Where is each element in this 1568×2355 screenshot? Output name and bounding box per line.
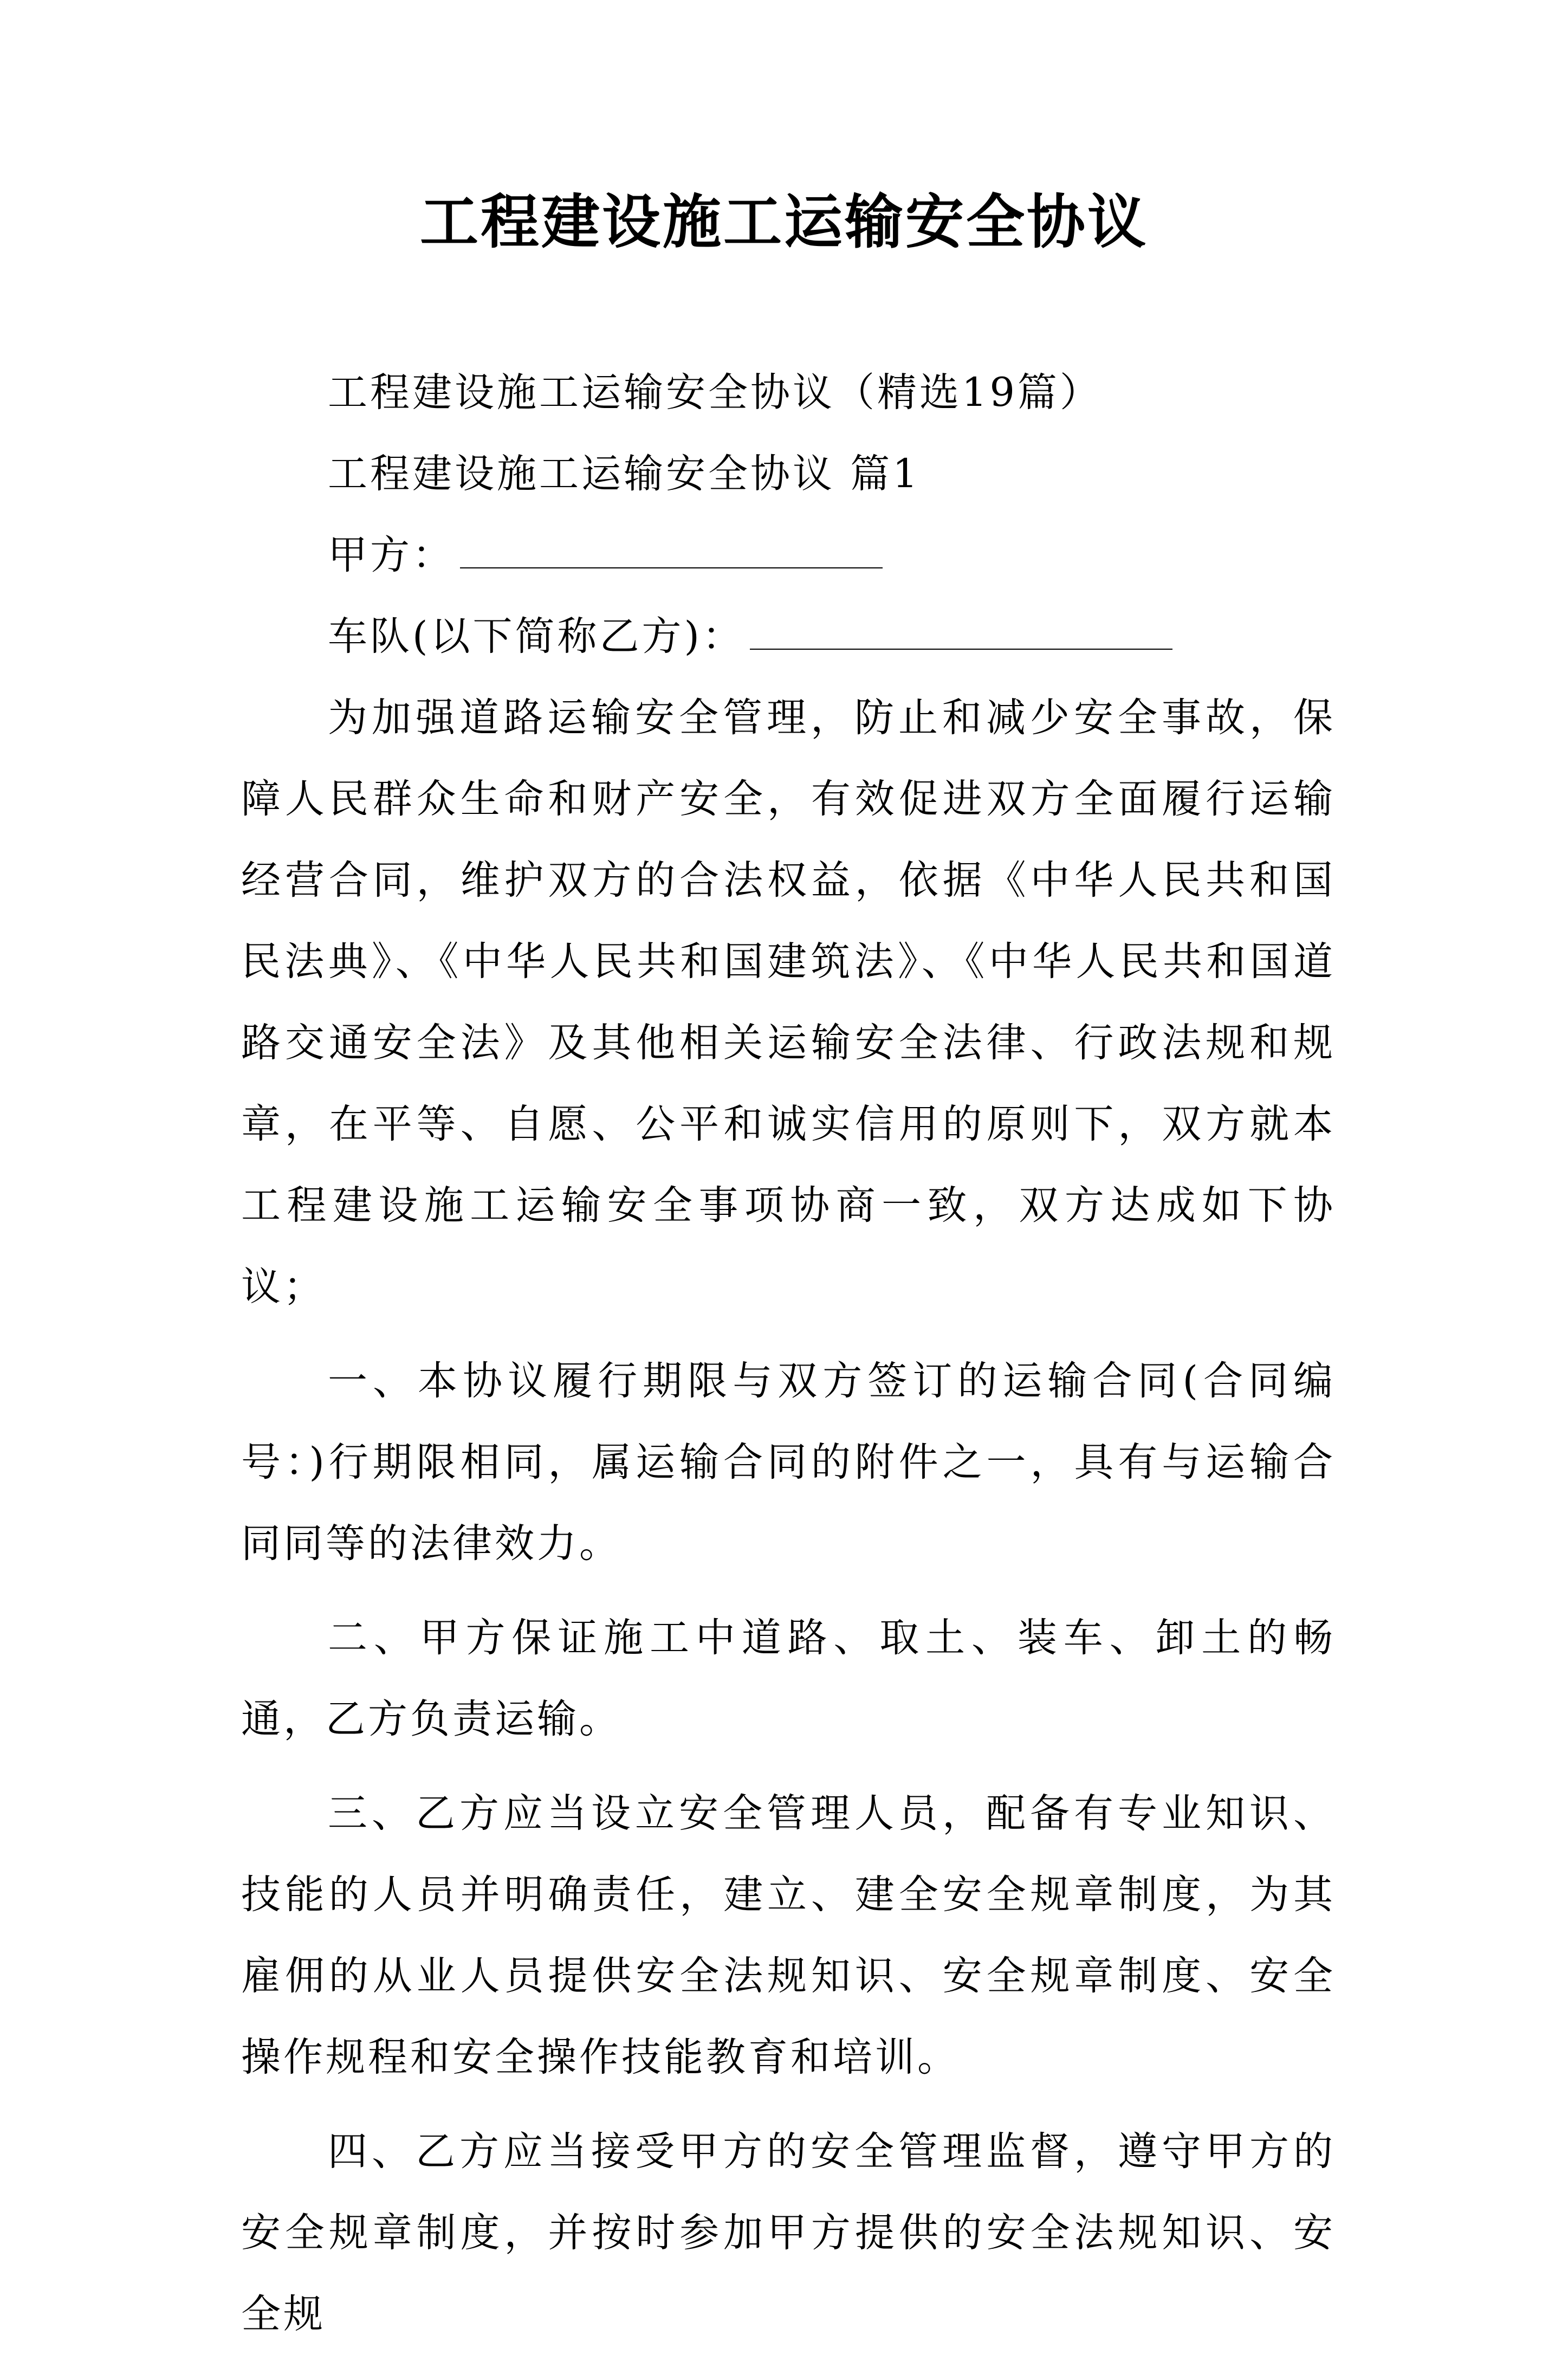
paragraph-clause-3: 三、乙方应当设立安全管理人员，配备有专业知识、技能的人员并明确责任，建立、建全安全规章制度，为其雇佣的从业人员提供安全法规知识、安全规章制度、安全操作规程和安全操作技能教育和培训。 bbox=[241, 1790, 1336, 2080]
party-b-line bbox=[241, 596, 1336, 677]
paragraph-clause-4: 四、乙方应当接受甲方的安全管理监督，遵守甲方的安全规章制度，并按时参加甲方提供的安全法规知识、安全规 bbox=[241, 2128, 1336, 2337]
party-a-label: 甲方： bbox=[328, 532, 455, 578]
party-a-line bbox=[241, 515, 1336, 596]
document-title: 工程建设施工运输安全协议 bbox=[419, 188, 1148, 256]
paragraph-preamble: 为加强道路运输安全管理，防止和减少安全事故，保障人民群众生命和财产安全，有效促进双方全面履行运输经营合同，维护双方的合法权益，依据《中华人民共和国民法典》、《中华人民共和国建筑法》、《中华人民共和国道路交通安全法》及其他相关运输安全法律、行政法规和规章，在平等、自愿、公平和诚实信用的原则下，双方就本工程建设施工运输安全事项协商一致，双方达成如下协议； bbox=[241, 695, 1336, 1310]
paragraph-clause-1: 一、本协议履行期限与双方签订的运输合同(合同编号：)行期限相同，属运输合同的附件之一，具有与运输合同同等的法律效力。 bbox=[241, 1358, 1336, 1567]
party-b-blank bbox=[750, 616, 1172, 650]
document-subtitle: 工程建设施工运输安全协议（精选19篇） bbox=[328, 370, 1102, 416]
document-body bbox=[241, 352, 1336, 2355]
paragraph-clause-2: 二、甲方保证施工中道路、取土、装车、卸土的畅通，乙方负责运输。 bbox=[241, 1615, 1336, 1742]
party-b-label: 车队(以下简称乙方)： bbox=[328, 613, 744, 659]
party-a-blank bbox=[460, 535, 883, 568]
section-heading: 工程建设施工运输安全协议 篇1 bbox=[328, 451, 921, 497]
